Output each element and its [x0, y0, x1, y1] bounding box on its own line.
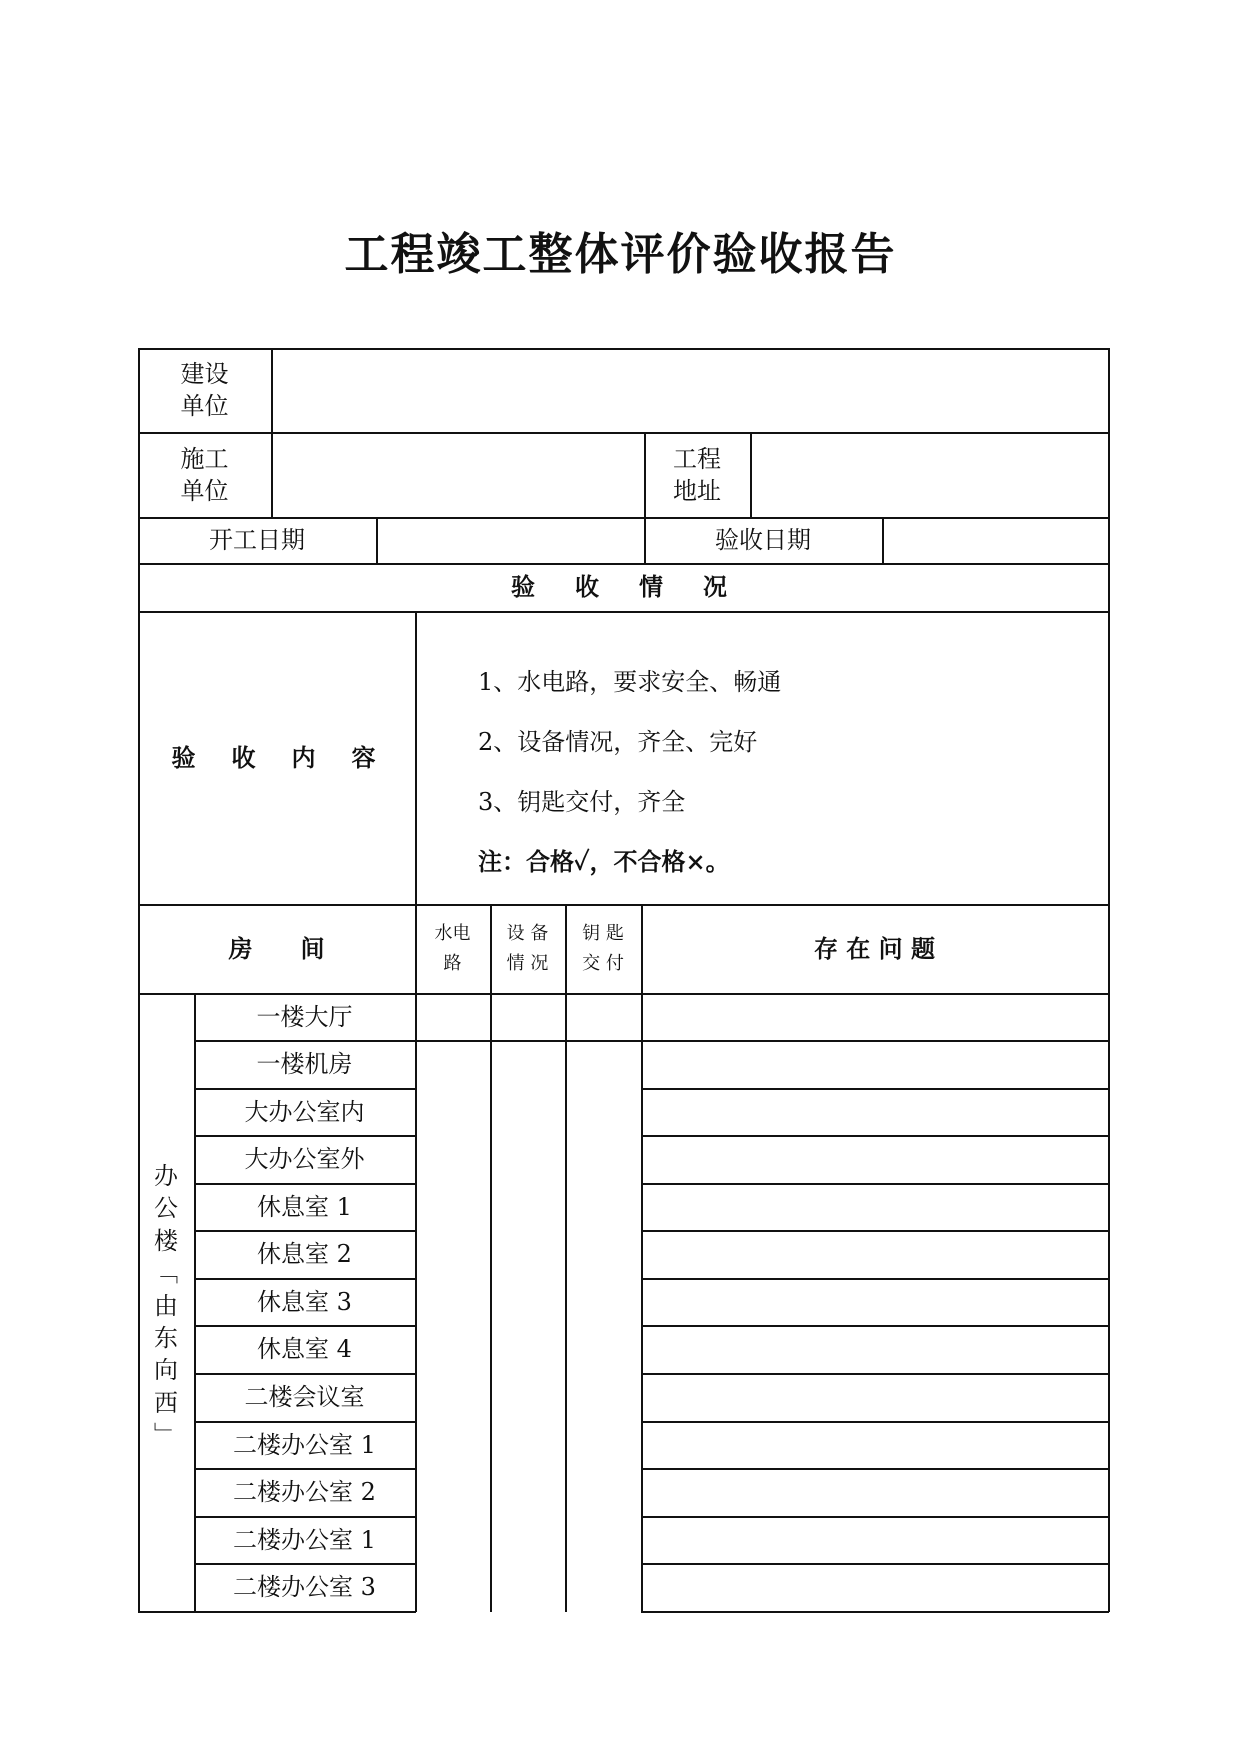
- room-name: 大办公室外: [244, 1145, 365, 1173]
- col-header-room: 房 间: [228, 933, 325, 963]
- content-item: 2、设备情况，齐全、完好: [478, 728, 758, 756]
- start-date-field[interactable]: [378, 519, 643, 562]
- table-border-bottom-right: [641, 1611, 1109, 1613]
- content-item: 1、水电路，要求安全、畅通: [478, 668, 782, 696]
- col-header-equipment: 设 备 情 况: [506, 922, 549, 974]
- room-name: 休息室 2: [257, 1240, 352, 1268]
- col-line: [565, 904, 567, 1612]
- room-name: 一楼机房: [256, 1050, 353, 1078]
- room-name: 休息室 4: [257, 1335, 352, 1363]
- col-line: [490, 904, 492, 1612]
- col-line: [415, 611, 417, 1612]
- room-name: 二楼办公室 2: [233, 1478, 376, 1506]
- contractor-label: 施工 单位: [180, 444, 229, 505]
- content-note: 注：合格✓，不合格×。: [478, 847, 730, 876]
- builder-field[interactable]: [273, 350, 1107, 431]
- room-name: 二楼办公室 3: [233, 1573, 376, 1601]
- room-name: 二楼会议室: [244, 1383, 365, 1411]
- section-title: 验 收 情 况: [511, 572, 735, 601]
- room-name: 休息室 1: [257, 1192, 352, 1221]
- col-line: [641, 904, 643, 1612]
- room-name: 二楼办公室 1: [233, 1430, 376, 1459]
- content-item: 3、钥匙交付，齐全: [478, 788, 686, 816]
- room-name: 二楼办公室 1: [233, 1525, 376, 1554]
- address-field[interactable]: [752, 434, 1107, 516]
- accept-date-field[interactable]: [884, 519, 1107, 562]
- col-header-keys: 钥 匙 交 付: [582, 922, 624, 974]
- room-name: 休息室 3: [257, 1287, 352, 1316]
- contractor-field[interactable]: [273, 434, 643, 516]
- start-date-label: 开工日期: [209, 526, 305, 554]
- room-name: 大办公室内: [244, 1097, 365, 1126]
- builder-label: 建设 单位: [180, 360, 229, 420]
- address-label: 工程 地址: [673, 444, 721, 505]
- building-label: 办 公 楼 ﹁ 由 东 向 西 ﹂: [154, 1162, 178, 1450]
- col-header-water: 水电 路: [434, 922, 471, 974]
- accept-date-label: 验收日期: [715, 526, 811, 554]
- col-header-issues: 存 在 问 题: [813, 933, 936, 963]
- content-label: 验 收 内 容: [171, 742, 382, 772]
- table-border-bottom-left: [138, 1611, 416, 1613]
- page-title: 工程竣工整体评价验收报告: [344, 229, 897, 280]
- room-name: 一楼大厅: [256, 1002, 353, 1031]
